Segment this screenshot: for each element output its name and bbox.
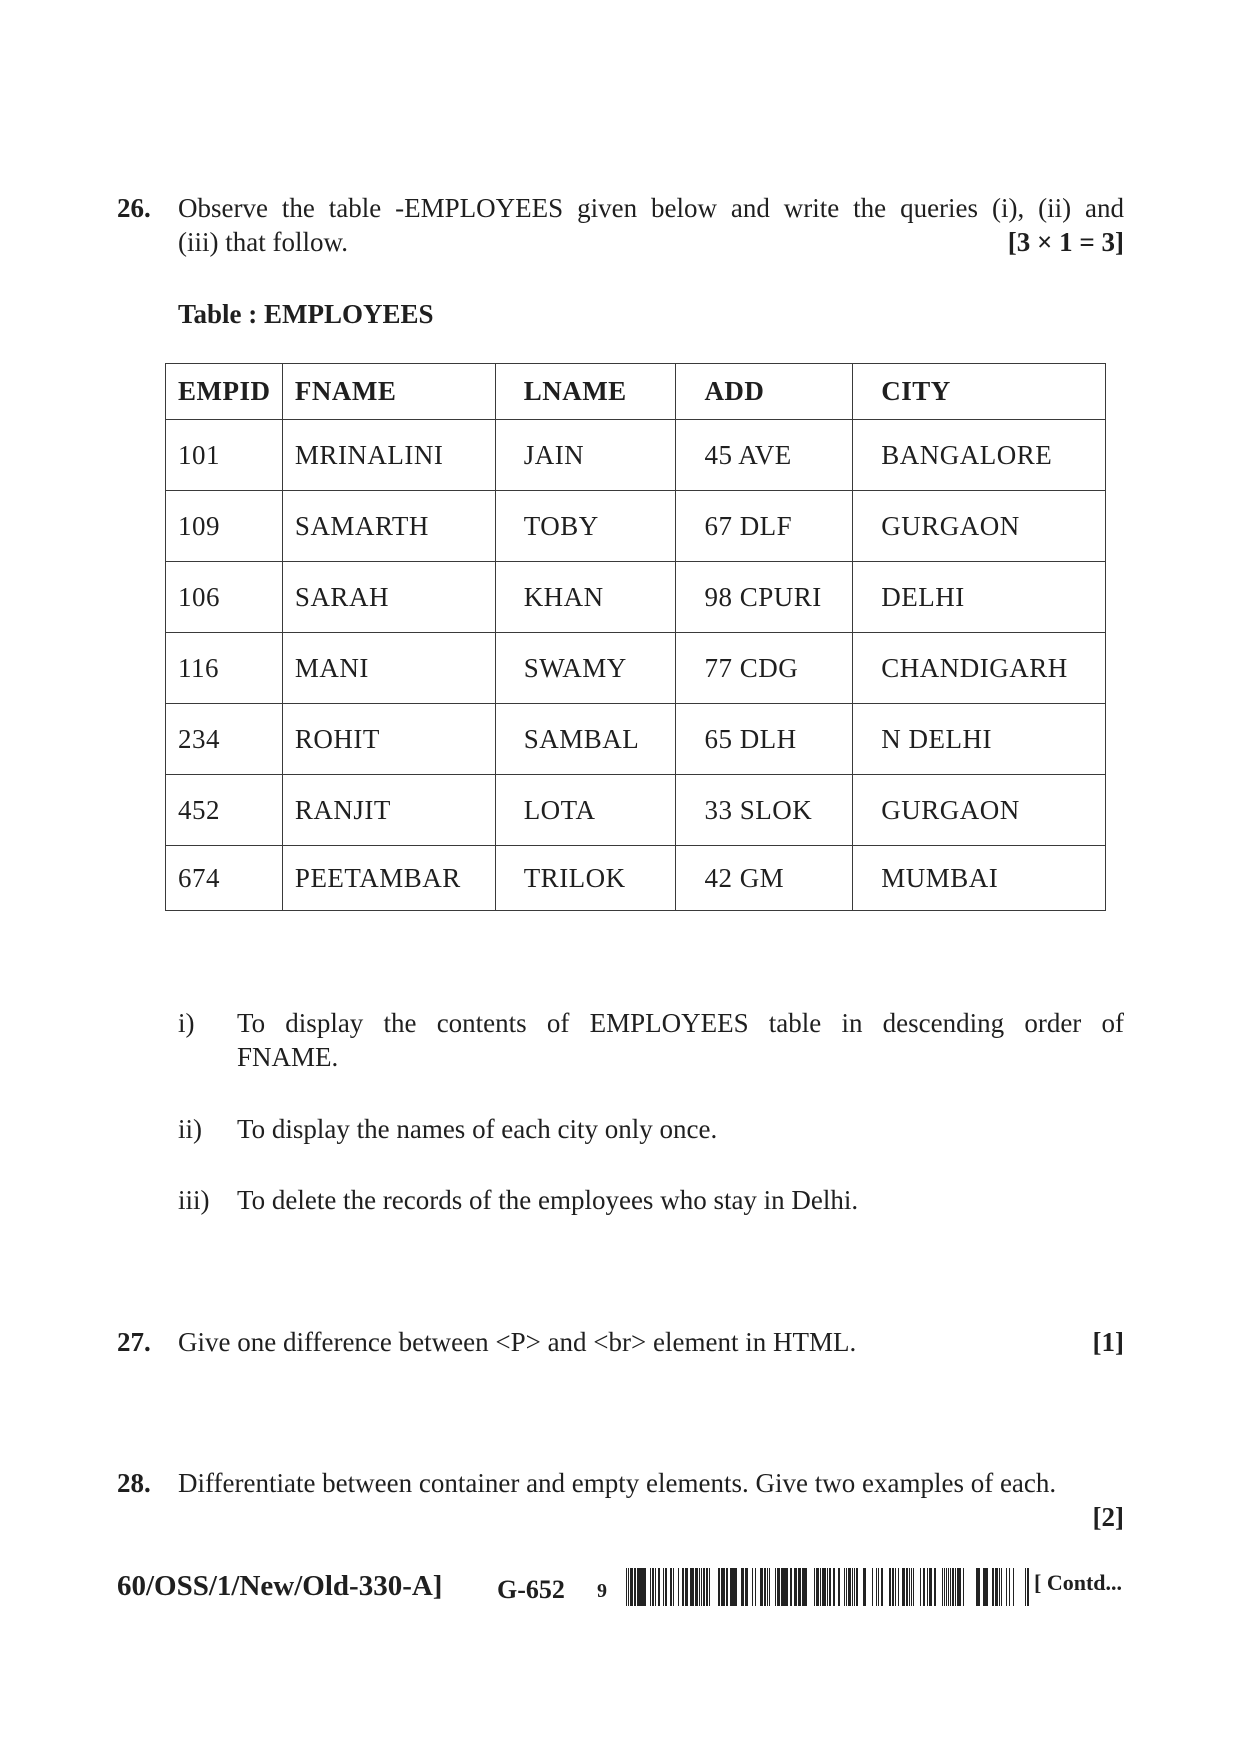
cell-add: 42 GM [676, 846, 853, 911]
cell-lname: TRILOK [495, 846, 676, 911]
question-27-marks: [1] [1092, 1327, 1124, 1357]
subquestion-iii-label: iii) [178, 1185, 210, 1215]
employees-table [165, 363, 1106, 911]
question-26-number: 26. [117, 193, 151, 223]
cell-city: MUMBAI [853, 846, 1106, 911]
cell-empid: 116 [166, 633, 283, 704]
cell-city: GURGAON [853, 491, 1106, 562]
cell-fname: PEETAMBAR [282, 846, 495, 911]
subquestion-ii-text: To display the names of each city only once. [237, 1114, 718, 1144]
cell-fname: ROHIT [282, 704, 495, 775]
cell-fname: SAMARTH [282, 491, 495, 562]
cell-city: N DELHI [853, 704, 1106, 775]
subquestion-iii-text: To delete the records of the employees who stay in Delhi. [237, 1185, 859, 1215]
table-caption: Table : EMPLOYEES [178, 299, 434, 329]
question-26-text-line2: (iii) that follow. [178, 227, 348, 257]
cell-lname: TOBY [495, 491, 676, 562]
cell-empid: 109 [166, 491, 283, 562]
paper-subcode: G-652 [497, 1575, 565, 1604]
question-28-text: Differentiate between container and empty elements. Give two examples of each. [178, 1468, 1057, 1498]
barcode [626, 1568, 1029, 1606]
header-fname: FNAME [282, 364, 495, 420]
header-city: CITY [853, 364, 1106, 420]
table-row [166, 491, 1106, 562]
question-27-text: Give one difference between <P> and <br> element in HTML. [178, 1327, 857, 1357]
cell-lname: SWAMY [495, 633, 676, 704]
cell-city: GURGAON [853, 775, 1106, 846]
table-row [166, 846, 1106, 911]
cell-lname: JAIN [495, 420, 676, 491]
table-row [166, 775, 1106, 846]
cell-fname: SARAH [282, 562, 495, 633]
table-row [166, 633, 1106, 704]
paper-code: 60/OSS/1/New/Old-330-A] [117, 1570, 443, 1602]
cell-empid: 674 [166, 846, 283, 911]
cell-lname: KHAN [495, 562, 676, 633]
table-row [166, 420, 1106, 491]
table-row [166, 562, 1106, 633]
page-number: 9 [597, 1580, 607, 1602]
header-empid: EMPID [166, 364, 283, 420]
cell-fname: RANJIT [282, 775, 495, 846]
question-26-marks: [3 × 1 = 3] [1007, 227, 1124, 257]
table-row [166, 704, 1106, 775]
cell-fname: MANI [282, 633, 495, 704]
table-header-row [166, 364, 1106, 420]
question-28-marks: [2] [1092, 1502, 1124, 1532]
cell-add: 33 SLOK [676, 775, 853, 846]
cell-add: 77 CDG [676, 633, 853, 704]
subquestion-i-text-line1: To display the contents of EMPLOYEES table in descending order of [237, 1008, 1124, 1038]
cell-empid: 101 [166, 420, 283, 491]
header-lname: LNAME [495, 364, 676, 420]
cell-add: 98 CPURI [676, 562, 853, 633]
cell-city: CHANDIGARH [853, 633, 1106, 704]
question-28-number: 28. [117, 1468, 151, 1498]
cell-add: 67 DLF [676, 491, 853, 562]
question-27-number: 27. [117, 1327, 151, 1357]
subquestion-ii-label: ii) [178, 1114, 202, 1144]
cell-empid: 106 [166, 562, 283, 633]
cell-empid: 234 [166, 704, 283, 775]
cell-fname: MRINALINI [282, 420, 495, 491]
cell-empid: 452 [166, 775, 283, 846]
cell-city: BANGALORE [853, 420, 1106, 491]
cell-lname: SAMBAL [495, 704, 676, 775]
cell-add: 45 AVE [676, 420, 853, 491]
question-26-text-line1: Observe the table -EMPLOYEES given below and write the queries (i), (ii) and [178, 193, 1124, 223]
continued-label: [ Contd... [1034, 1570, 1123, 1595]
cell-city: DELHI [853, 562, 1106, 633]
subquestion-i-text-line2: FNAME. [237, 1042, 339, 1072]
cell-add: 65 DLH [676, 704, 853, 775]
header-add: ADD [676, 364, 853, 420]
cell-lname: LOTA [495, 775, 676, 846]
subquestion-i-label: i) [178, 1008, 195, 1038]
